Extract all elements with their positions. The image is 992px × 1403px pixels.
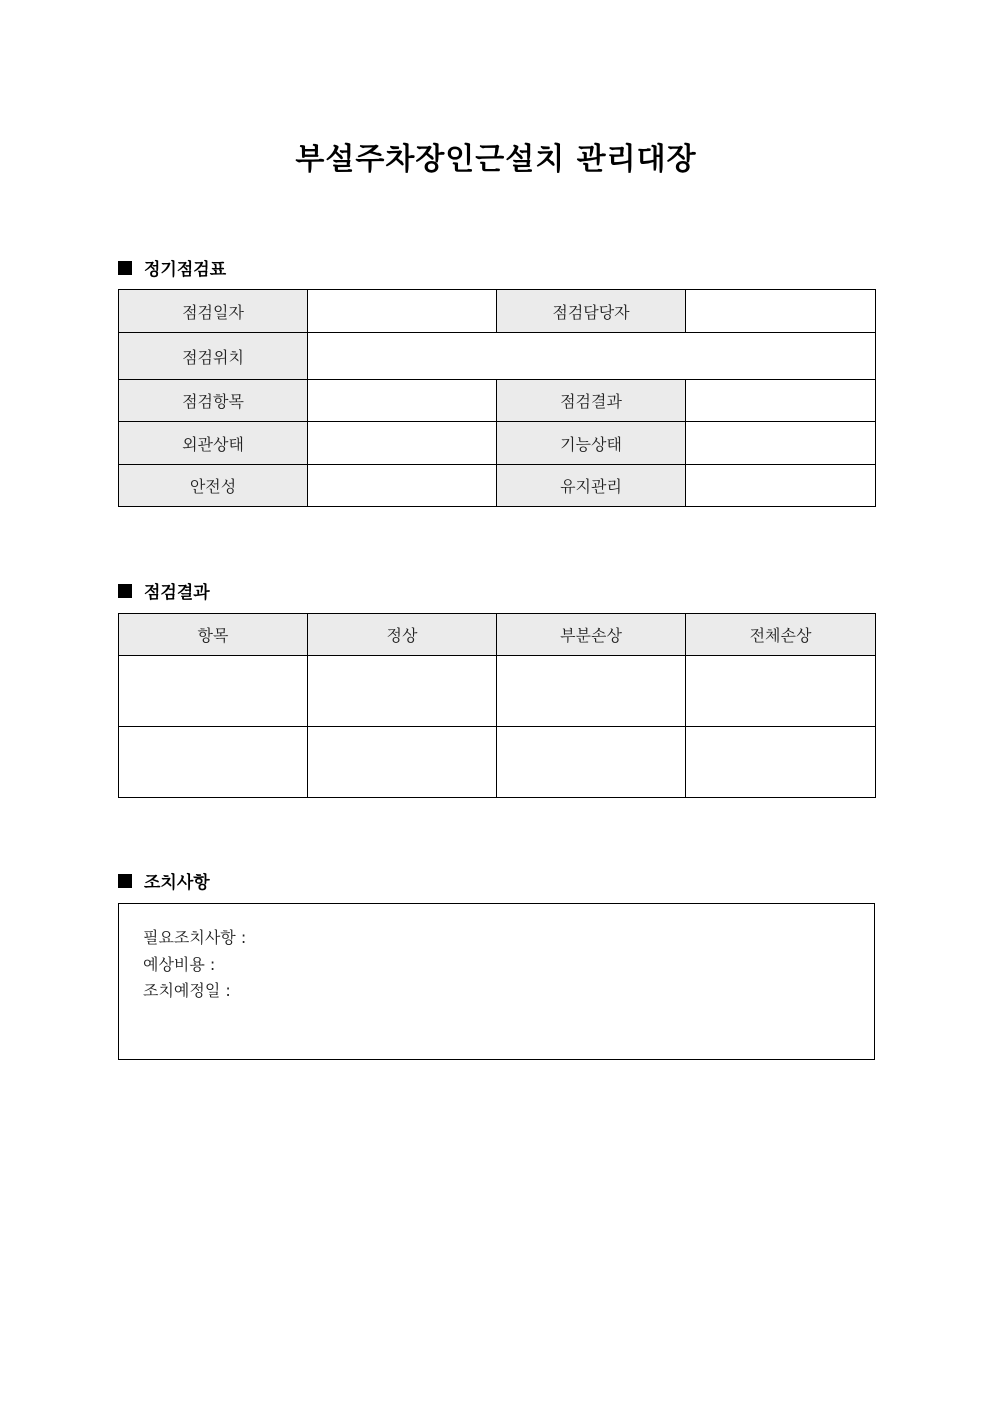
square-bullet-icon	[118, 584, 132, 598]
section-heading-label: 점검결과	[144, 583, 210, 603]
table-row	[119, 727, 876, 798]
table-row	[119, 465, 876, 507]
appearance-field[interactable]	[308, 422, 497, 465]
result-cell-total-damage[interactable]	[686, 727, 876, 798]
result-cell-normal[interactable]	[308, 727, 497, 798]
page-title: 부설주차장인근설치 관리대장	[295, 142, 697, 177]
square-bullet-icon	[118, 874, 132, 888]
inspection-location-field[interactable]	[308, 333, 876, 380]
function-field[interactable]	[686, 422, 876, 465]
result-cell-partial-damage[interactable]	[497, 656, 686, 727]
colon: :	[235, 928, 247, 947]
maintenance-field[interactable]	[686, 465, 876, 507]
table-row	[119, 380, 876, 422]
inspection-result-field[interactable]	[686, 380, 876, 422]
label-appearance: 외관상태	[119, 422, 308, 465]
table-header-row	[119, 614, 876, 656]
result-cell-partial-damage[interactable]	[497, 727, 686, 798]
label-safety: 안전성	[119, 465, 308, 507]
table-row	[119, 422, 876, 465]
column-header-partial-damage: 부분손상	[497, 614, 686, 656]
scheduled-date-label: 조치예정일	[143, 981, 221, 1000]
section-heading-label: 조치사항	[144, 873, 210, 893]
label-inspection-result: 점검결과	[497, 380, 686, 422]
column-header-item: 항목	[119, 614, 308, 656]
inspection-item-field[interactable]	[308, 380, 497, 422]
inspection-results-table	[118, 613, 876, 798]
required-actions-label: 필요조치사항	[143, 928, 236, 947]
column-header-total-damage: 전체손상	[686, 614, 876, 656]
table-row	[119, 333, 876, 380]
label-inspection-date: 점검일자	[119, 290, 308, 333]
section-heading-actions	[118, 868, 210, 893]
actions-box[interactable]	[118, 903, 875, 1060]
inspector-field[interactable]	[686, 290, 876, 333]
estimated-cost-label: 예상비용	[143, 955, 205, 974]
label-function: 기능상태	[497, 422, 686, 465]
table-row	[119, 656, 876, 727]
estimated-cost-line	[143, 952, 215, 975]
inspection-date-field[interactable]	[308, 290, 497, 333]
regular-inspection-table	[118, 289, 876, 507]
section-heading-label: 정기점검표	[144, 260, 227, 280]
scheduled-date-line	[143, 978, 231, 1001]
safety-field[interactable]	[308, 465, 497, 507]
section-heading-inspection-results	[118, 578, 210, 603]
square-bullet-icon	[118, 261, 132, 275]
result-cell-item[interactable]	[119, 656, 308, 727]
section-heading-regular-inspection	[118, 255, 226, 280]
label-inspection-location: 점검위치	[119, 333, 308, 380]
result-cell-normal[interactable]	[308, 656, 497, 727]
column-header-normal: 정상	[308, 614, 497, 656]
label-maintenance: 유지관리	[497, 465, 686, 507]
required-actions-line	[143, 925, 246, 948]
colon: :	[204, 955, 216, 974]
colon: :	[220, 981, 231, 1000]
label-inspector: 점검담당자	[497, 290, 686, 333]
table-row	[119, 290, 876, 333]
label-inspection-item: 점검항목	[119, 380, 308, 422]
result-cell-total-damage[interactable]	[686, 656, 876, 727]
result-cell-item[interactable]	[119, 727, 308, 798]
